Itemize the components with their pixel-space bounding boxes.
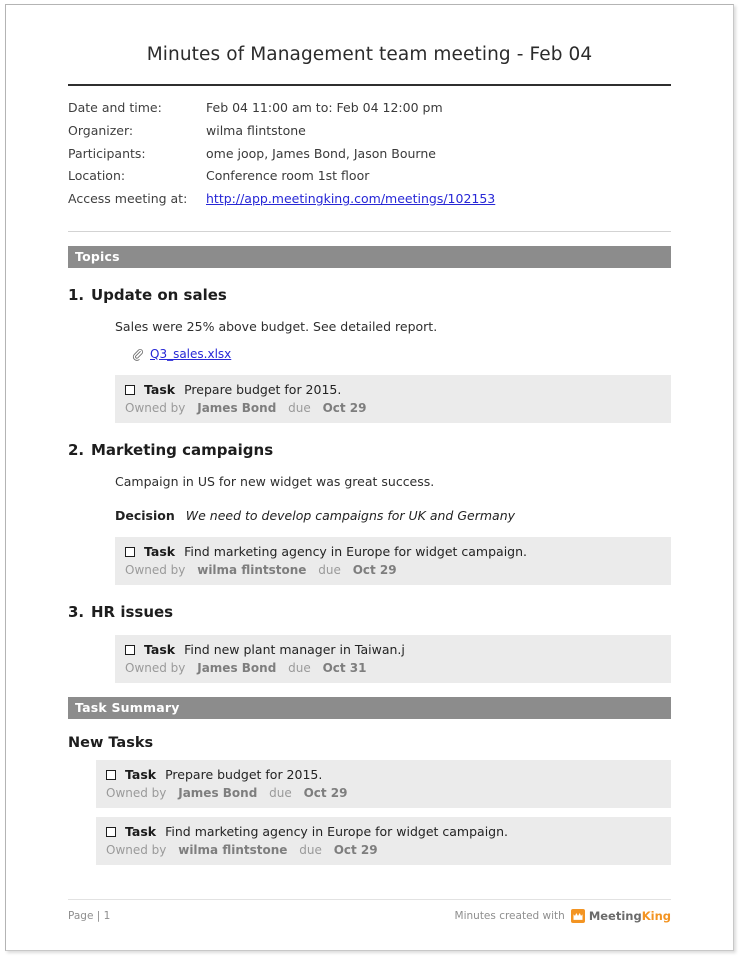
page-number: Page | 1 [68, 910, 111, 922]
task-main-line [106, 824, 661, 839]
task-meta-line [106, 786, 661, 800]
topic-item [68, 441, 671, 585]
topic-number: 3. [68, 603, 85, 621]
attachment-link[interactable]: Q3_sales.xlsx [150, 346, 232, 361]
task-owner-prefix: Owned by [125, 661, 186, 675]
task-due-date: Oct 29 [322, 400, 367, 415]
task-checkbox[interactable] [125, 547, 135, 557]
task-owner-prefix: Owned by [125, 400, 186, 415]
task-main-line [125, 642, 661, 657]
topic-title: Update on sales [91, 285, 227, 304]
page-title: Minutes of Management team meeting - Feb 04 [146, 44, 593, 65]
task-label: Task [144, 544, 176, 559]
topic-heading [68, 286, 671, 304]
meetingking-wordmark [589, 909, 671, 923]
attachment-row [131, 347, 671, 361]
footer-credit-text: Minutes created with [454, 910, 565, 922]
task-summary-section-bar: Task Summary [68, 697, 671, 719]
task-due-prefix: due [288, 400, 311, 415]
task-meta-line [125, 563, 661, 577]
task-due-prefix: due [299, 843, 322, 857]
meta-row-access-link [68, 192, 671, 215]
task-description: Find new plant manager in Taiwan.j [184, 642, 405, 657]
topic-title: Marketing campaigns [91, 440, 274, 459]
topic-number: 1. [68, 285, 85, 304]
task-main-line [125, 544, 661, 559]
topic-heading [68, 603, 671, 621]
task-label: Task [144, 381, 176, 397]
task-owner: James Bond [197, 400, 277, 415]
topic-item [68, 603, 671, 683]
meetingking-crown-icon [571, 909, 585, 923]
meta-label-participants: Participants: [68, 145, 146, 161]
page-footer [68, 899, 671, 923]
task-block [96, 760, 671, 808]
meta-label-access-link: Access meeting at: [68, 191, 188, 206]
topic-heading [68, 441, 671, 459]
meta-value-date: Feb 04 11:00 am to: Feb 04 12:00 pm [206, 100, 443, 115]
brand-meeting-text: Meeting [588, 909, 642, 923]
task-owner-prefix: Owned by [125, 563, 186, 577]
meta-row-date [68, 101, 671, 124]
topics-section-bar: Topics [68, 246, 671, 268]
title-divider [68, 84, 671, 86]
paperclip-icon [131, 348, 144, 361]
meta-value-organizer: wilma flintstone [206, 122, 306, 138]
task-description: Prepare budget for 2015. [165, 767, 323, 782]
brand-king-text: King [641, 909, 671, 923]
meeting-metadata [68, 101, 671, 215]
task-due-date: Oct 29 [303, 786, 348, 800]
meta-row-participants [68, 147, 671, 170]
task-owner-prefix: Owned by [106, 786, 167, 800]
task-meta-line [125, 661, 661, 675]
meeting-url-link[interactable]: http://app.meetingking.com/meetings/102153 [206, 191, 496, 206]
meta-value-location: Conference room 1st floor [206, 168, 370, 184]
task-due-date: Oct 29 [352, 563, 397, 577]
task-block [115, 635, 671, 683]
task-meta-line [125, 401, 661, 415]
task-description: Find marketing agency in Europe for widget campaign. [184, 544, 528, 559]
task-due-prefix: due [269, 786, 292, 800]
task-owner: wilma flintstone [178, 843, 288, 857]
meetingking-logo[interactable] [571, 909, 671, 923]
topic-title: HR issues [91, 603, 174, 621]
task-due-prefix: due [318, 563, 341, 577]
task-description: Find marketing agency in Europe for widget campaign. [165, 824, 509, 839]
footer-divider [68, 899, 671, 900]
task-label: Task [125, 767, 157, 782]
meta-label-organizer: Organizer: [68, 122, 134, 138]
task-block [96, 817, 671, 865]
meta-row-location [68, 169, 671, 192]
meta-value-participants: ome joop, James Bond, Jason Bourne [206, 145, 436, 161]
topic-text: Campaign in US for new widget was great success. [115, 473, 435, 489]
task-due-date: Oct 31 [322, 661, 367, 675]
decision-text: We need to develop campaigns for UK and Germany [185, 508, 516, 523]
task-due-prefix: due [288, 661, 311, 675]
topic-text: Sales were 25% above budget. See detailed report. [115, 318, 438, 334]
meta-value-access-link [206, 192, 671, 215]
document-page [5, 4, 734, 951]
task-main-line [106, 767, 661, 782]
task-label: Task [125, 824, 157, 839]
task-meta-line [106, 843, 661, 857]
task-checkbox[interactable] [125, 645, 135, 655]
topic-number: 2. [68, 440, 85, 459]
task-block [115, 537, 671, 585]
metadata-divider [68, 231, 671, 232]
meta-label-location: Location: [68, 168, 126, 184]
task-label: Task [144, 642, 176, 657]
task-due-date: Oct 29 [333, 843, 378, 857]
task-main-line [125, 382, 661, 397]
new-tasks-heading: New Tasks [68, 735, 154, 751]
task-block [115, 375, 671, 423]
task-owner: wilma flintstone [197, 563, 307, 577]
decision-label: Decision [115, 508, 175, 523]
new-tasks-list [96, 760, 671, 865]
task-owner: James Bond [178, 786, 258, 800]
task-checkbox[interactable] [125, 385, 135, 395]
task-owner-prefix: Owned by [106, 843, 167, 857]
task-owner: James Bond [197, 661, 277, 675]
decision-row [115, 508, 671, 523]
task-checkbox[interactable] [106, 770, 116, 780]
topic-item [68, 286, 671, 423]
task-checkbox[interactable] [106, 827, 116, 837]
meta-row-organizer [68, 124, 671, 147]
task-description: Prepare budget for 2015. [184, 381, 342, 397]
meta-label-date: Date and time: [68, 100, 162, 115]
